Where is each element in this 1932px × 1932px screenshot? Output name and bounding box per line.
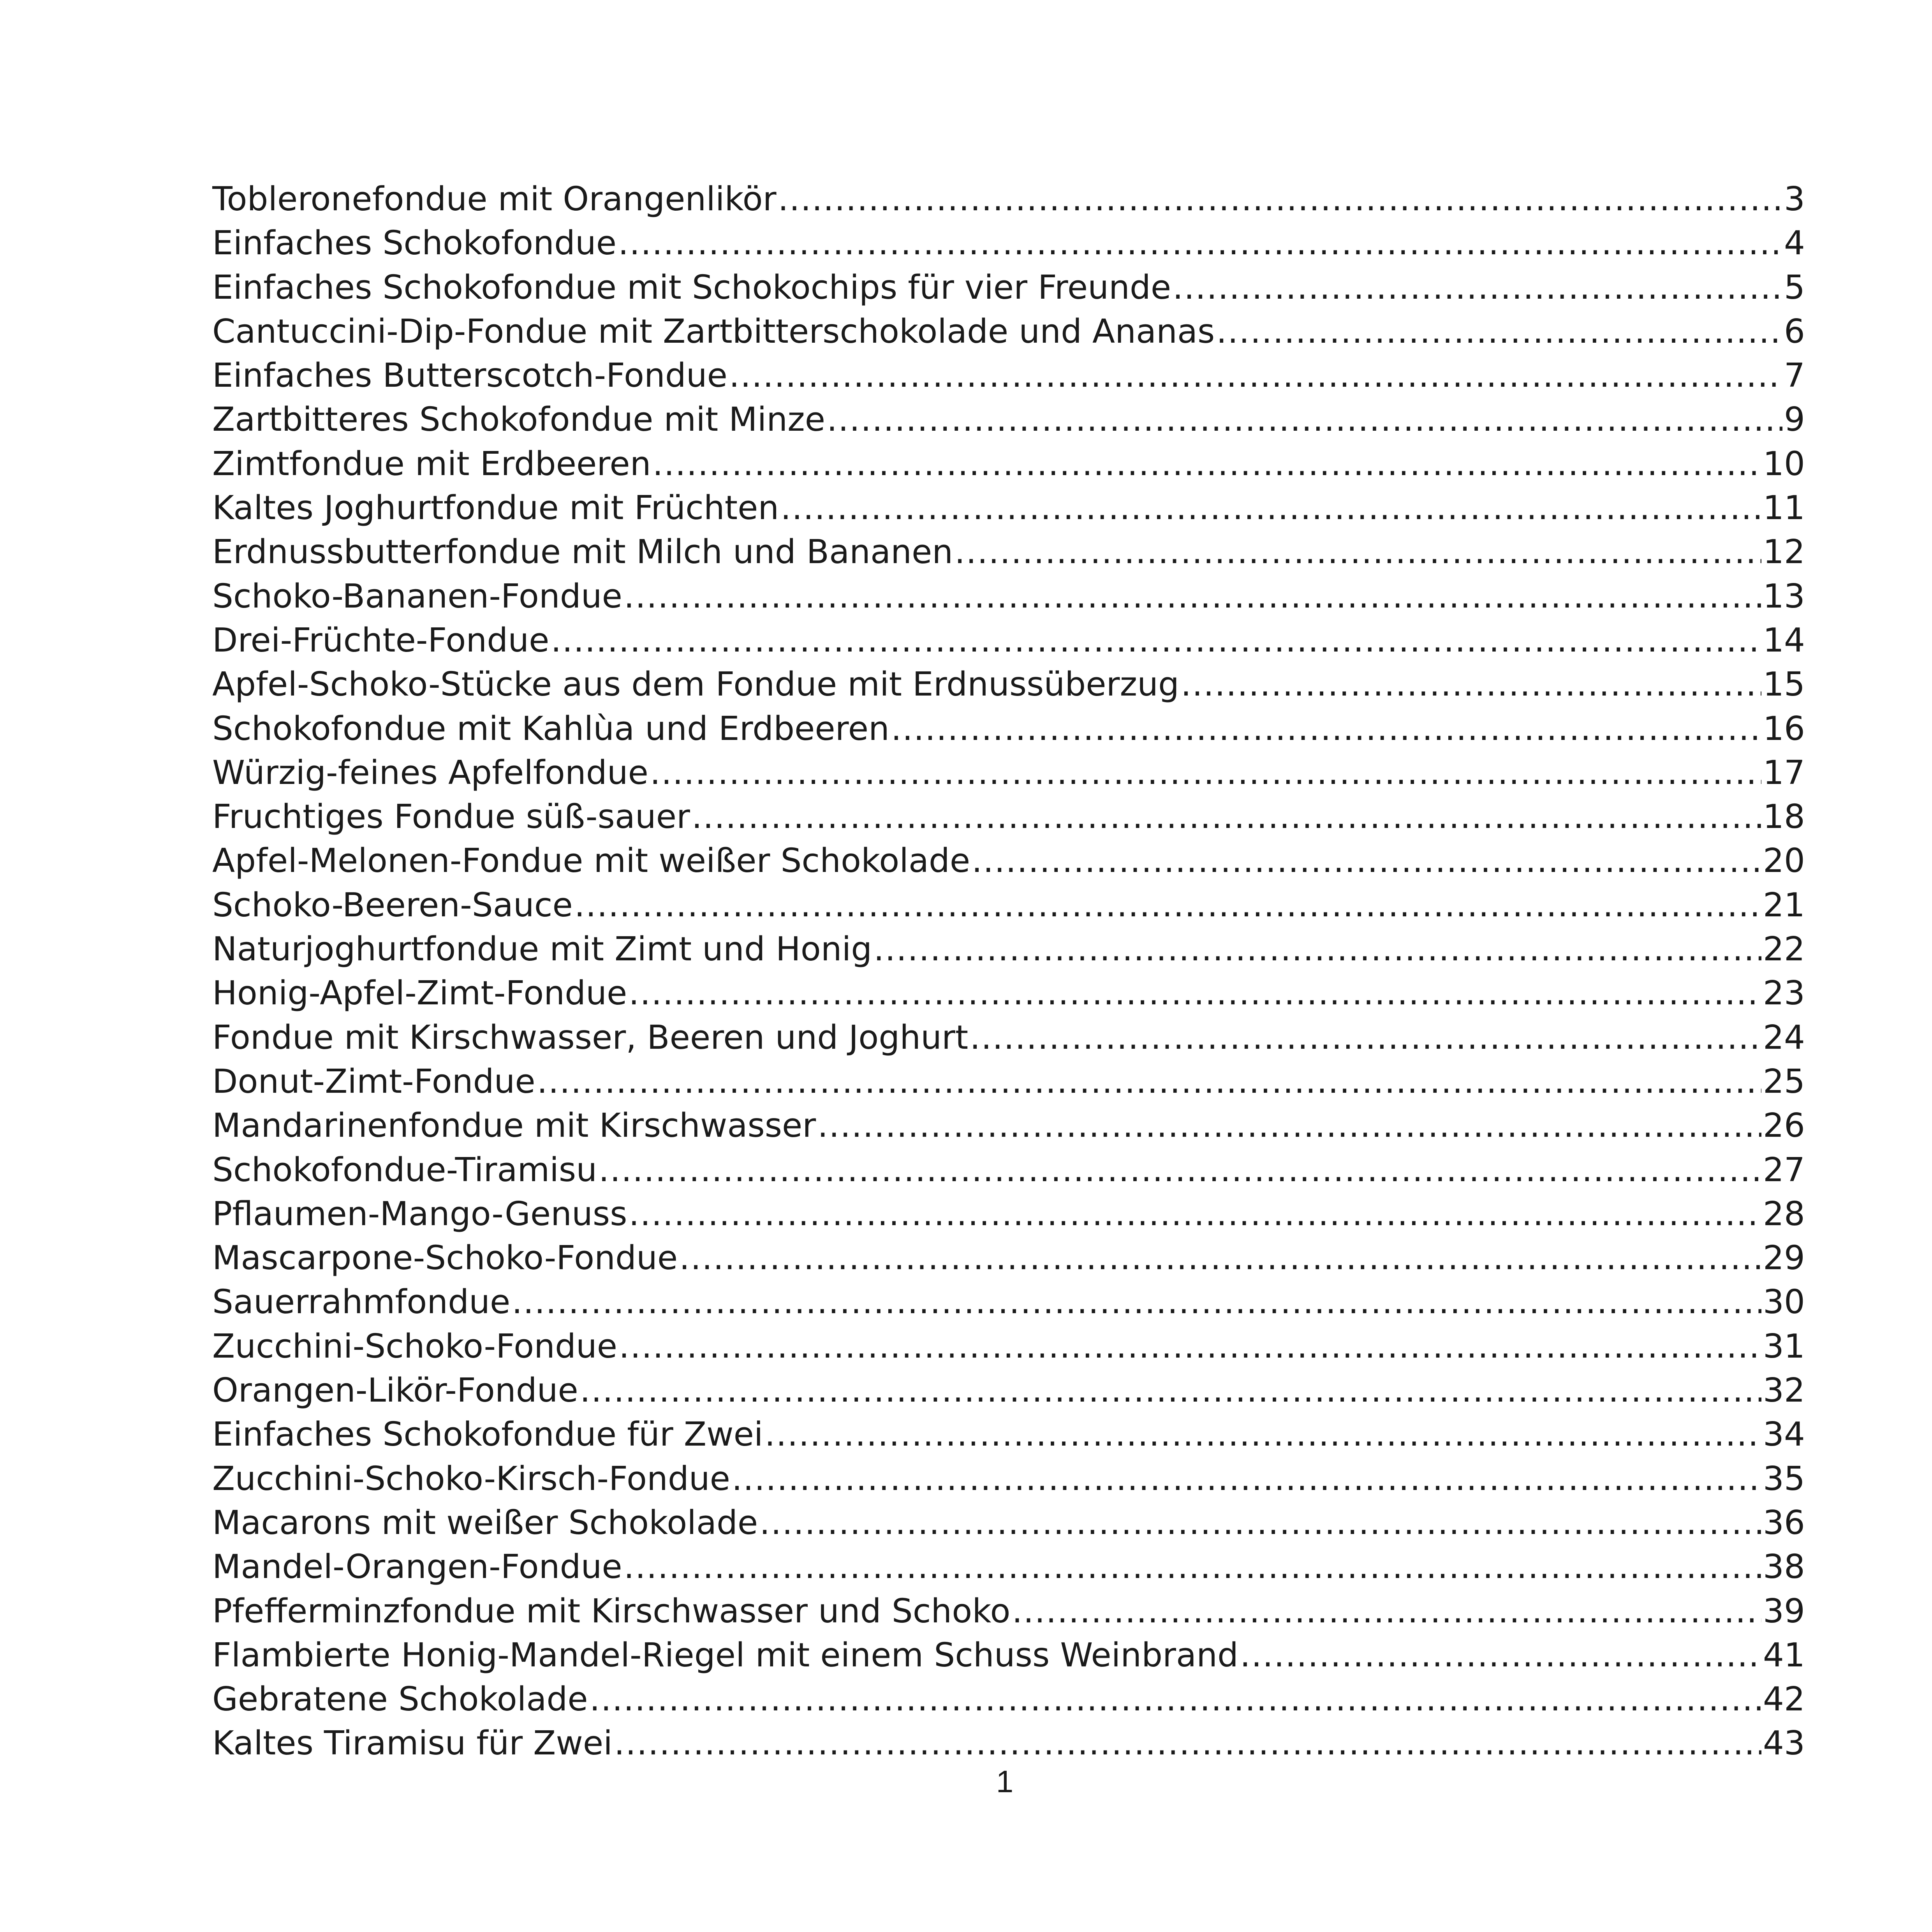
- toc-dot-leader: [891, 707, 1761, 751]
- toc-entry-title[interactable]: Schoko-Bananen-Fondue: [212, 577, 622, 616]
- toc-entry-title[interactable]: Sauerrahmfondue: [212, 1283, 511, 1322]
- toc-entry-title[interactable]: Flambierte Honig-Mandel-Riegel mit einem Schuss Weinbrand: [212, 1636, 1238, 1675]
- toc-entry[interactable]: [212, 707, 1805, 751]
- toc-dot-leader: [679, 1236, 1761, 1280]
- toc-dot-leader: [780, 486, 1761, 530]
- toc-entry-title[interactable]: Zartbitteres Schokofondue mit Minze: [212, 400, 825, 439]
- toc-entry[interactable]: [212, 751, 1805, 795]
- toc-entry[interactable]: [212, 530, 1805, 574]
- toc-dot-leader: [624, 574, 1761, 618]
- toc-entry[interactable]: [212, 662, 1805, 706]
- toc-entry-page-number[interactable]: 16: [1763, 709, 1805, 748]
- toc-entry-title[interactable]: Zucchini-Schoko-Fondue: [212, 1327, 618, 1366]
- toc-entry-title[interactable]: Mandel-Orangen-Fondue: [212, 1548, 622, 1587]
- toc-entry-title[interactable]: Zimtfondue mit Erdbeeren: [212, 444, 651, 483]
- toc-dot-leader: [827, 398, 1782, 442]
- toc-dot-leader: [551, 618, 1761, 662]
- toc-entry-page-number[interactable]: 3: [1784, 180, 1805, 218]
- toc-entry-title[interactable]: Macarons mit weißer Schokolade: [212, 1503, 758, 1542]
- toc-entry-page-number[interactable]: 26: [1763, 1106, 1805, 1145]
- toc-dot-leader: [970, 1016, 1761, 1060]
- toc-entry-title[interactable]: Würzig-feines Apfelfondue: [212, 753, 648, 792]
- toc-entry-page-number[interactable]: 28: [1763, 1194, 1805, 1233]
- toc-entry-title[interactable]: Einfaches Schokofondue: [212, 224, 617, 263]
- toc-entry[interactable]: [212, 221, 1805, 265]
- toc-dot-leader: [629, 1192, 1761, 1236]
- toc-entry-title[interactable]: Cantuccini-Dip-Fondue mit Zartbitterschokolade und Ananas: [212, 312, 1215, 351]
- toc-entry[interactable]: [212, 177, 1805, 221]
- toc-entry-title[interactable]: Zucchini-Schoko-Kirsch-Fondue: [212, 1459, 730, 1498]
- toc-entry[interactable]: [212, 1104, 1805, 1148]
- toc-dot-leader: [650, 751, 1761, 795]
- toc-dot-leader: [955, 530, 1761, 574]
- toc-entry-title[interactable]: Mandarinenfondue mit Kirschwasser: [212, 1106, 816, 1145]
- toc-entry[interactable]: [212, 971, 1805, 1015]
- toc-entry-page-number[interactable]: 24: [1763, 1018, 1805, 1057]
- toc-entry-page-number[interactable]: 4: [1784, 224, 1805, 263]
- toc-entry-page-number[interactable]: 29: [1763, 1239, 1805, 1278]
- toc-entry-page-number[interactable]: 36: [1763, 1503, 1805, 1542]
- toc-entry[interactable]: [212, 1368, 1805, 1412]
- toc-dot-leader: [629, 971, 1761, 1015]
- toc-entry-page-number[interactable]: 21: [1763, 886, 1805, 925]
- toc-entry-page-number[interactable]: 23: [1763, 974, 1805, 1013]
- toc-entry[interactable]: [212, 266, 1805, 310]
- toc-entry[interactable]: [212, 310, 1805, 354]
- toc-entry-title[interactable]: Apfel-Melonen-Fondue mit weißer Schokolade: [212, 842, 970, 881]
- toc-entry-title[interactable]: Donut-Zimt-Fondue: [212, 1062, 535, 1101]
- toc-dot-leader: [874, 927, 1761, 971]
- toc-dot-leader: [1181, 662, 1761, 706]
- toc-entry-page-number[interactable]: 9: [1784, 400, 1805, 439]
- toc-entry-title[interactable]: Einfaches Butterscotch-Fondue: [212, 356, 727, 395]
- toc-entry[interactable]: [212, 1324, 1805, 1368]
- toc-entry-page-number[interactable]: 14: [1763, 621, 1805, 660]
- toc-entry[interactable]: [212, 1280, 1805, 1324]
- toc-entry-title[interactable]: Fruchtiges Fondue süß-sauer: [212, 798, 690, 837]
- toc-entry[interactable]: [212, 1545, 1805, 1589]
- toc-entry-page-number[interactable]: 30: [1763, 1283, 1805, 1322]
- toc-entry[interactable]: [212, 1016, 1805, 1060]
- page-number: 1: [996, 1764, 1014, 1799]
- toc-dot-leader: [778, 177, 1782, 221]
- toc-dot-leader: [972, 839, 1761, 883]
- toc-dot-leader: [619, 1324, 1761, 1368]
- toc-entry[interactable]: [212, 1677, 1805, 1721]
- toc-entry-page-number[interactable]: 34: [1763, 1415, 1805, 1454]
- toc-dot-leader: [590, 1677, 1761, 1721]
- toc-entry-title[interactable]: Einfaches Schokofondue für Zwei: [212, 1415, 763, 1454]
- toc-entry[interactable]: [212, 795, 1805, 839]
- toc-entry-page-number[interactable]: 17: [1763, 753, 1805, 792]
- toc-dot-leader: [618, 221, 1782, 265]
- toc-entry[interactable]: [212, 618, 1805, 662]
- toc-entry[interactable]: [212, 574, 1805, 618]
- toc-dot-leader: [1173, 266, 1782, 310]
- toc-dot-leader: [732, 1457, 1761, 1501]
- toc-entry[interactable]: [212, 1148, 1805, 1192]
- toc-entry[interactable]: [212, 442, 1805, 486]
- toc-entry[interactable]: [212, 1412, 1805, 1456]
- toc-dot-leader: [574, 883, 1761, 927]
- toc-dot-leader: [599, 1148, 1761, 1192]
- toc-entry-title[interactable]: Orangen-Likör-Fondue: [212, 1371, 578, 1410]
- toc-entry-title[interactable]: Pflaumen-Mango-Genuss: [212, 1194, 627, 1233]
- toc-dot-leader: [817, 1104, 1761, 1148]
- toc-entry-title[interactable]: Honig-Apfel-Zimt-Fondue: [212, 974, 627, 1013]
- toc-entry-page-number[interactable]: 38: [1763, 1548, 1805, 1587]
- toc-entry[interactable]: [212, 398, 1805, 442]
- toc-dot-leader: [614, 1721, 1761, 1765]
- toc-dot-leader: [729, 354, 1782, 398]
- toc-entry-page-number[interactable]: 18: [1763, 798, 1805, 837]
- toc-entry-page-number[interactable]: 32: [1763, 1371, 1805, 1410]
- toc-entry-title[interactable]: Mascarpone-Schoko-Fondue: [212, 1239, 678, 1278]
- toc-entry-title[interactable]: Fondue mit Kirschwasser, Beeren und Joghurt: [212, 1018, 969, 1057]
- toc-entry-page-number[interactable]: 13: [1763, 577, 1805, 616]
- toc-dot-leader: [759, 1501, 1761, 1545]
- toc-entry-page-number[interactable]: 35: [1763, 1459, 1805, 1498]
- toc-entry-page-number[interactable]: 42: [1763, 1680, 1805, 1719]
- toc-entry-title[interactable]: Erdnussbutterfondue mit Milch und Bananen: [212, 533, 953, 572]
- toc-dot-leader: [1240, 1633, 1761, 1677]
- toc-entry-title[interactable]: Gebratene Schokolade: [212, 1680, 588, 1719]
- toc-entry-page-number[interactable]: 43: [1763, 1724, 1805, 1763]
- toc-entry-title[interactable]: Schokofondue mit Kahlùa und Erdbeeren: [212, 709, 889, 748]
- toc-entry-page-number[interactable]: 6: [1784, 312, 1805, 351]
- toc-entry-title[interactable]: Kaltes Tiramisu für Zwei: [212, 1724, 613, 1763]
- toc-entry-title[interactable]: Apfel-Schoko-Stücke aus dem Fondue mit Erdnussüberzug: [212, 665, 1179, 704]
- toc-entry-page-number[interactable]: 7: [1784, 356, 1805, 395]
- toc-dot-leader: [653, 442, 1761, 486]
- toc-entry[interactable]: [212, 1721, 1805, 1765]
- toc-entry-page-number[interactable]: 41: [1763, 1636, 1805, 1675]
- toc-dot-leader: [537, 1060, 1761, 1104]
- toc-entry[interactable]: [212, 486, 1805, 530]
- toc-entry-title[interactable]: Drei-Früchte-Fondue: [212, 621, 549, 660]
- toc-entry[interactable]: [212, 1457, 1805, 1501]
- toc-entry[interactable]: [212, 1501, 1805, 1545]
- toc-entry[interactable]: [212, 1192, 1805, 1236]
- toc-entry[interactable]: [212, 927, 1805, 971]
- toc-entry-page-number[interactable]: 39: [1763, 1592, 1805, 1631]
- toc-entry[interactable]: [212, 1060, 1805, 1104]
- toc-entry[interactable]: [212, 354, 1805, 398]
- toc-entry-title[interactable]: Schokofondue-Tiramisu: [212, 1150, 597, 1189]
- toc-entry[interactable]: [212, 1589, 1805, 1633]
- toc-dot-leader: [512, 1280, 1761, 1324]
- toc-entry-page-number[interactable]: 22: [1763, 930, 1805, 969]
- toc-entry-title[interactable]: Tobleronefondue mit Orangenlikör: [212, 180, 777, 218]
- toc-entry-page-number[interactable]: 5: [1784, 268, 1805, 307]
- table-of-contents: [212, 177, 1805, 1766]
- toc-entry-title[interactable]: Naturjoghurtfondue mit Zimt und Honig: [212, 930, 872, 969]
- toc-entry[interactable]: [212, 1236, 1805, 1280]
- toc-dot-leader: [624, 1545, 1761, 1589]
- toc-entry-page-number[interactable]: 20: [1763, 842, 1805, 881]
- toc-entry-page-number[interactable]: 15: [1763, 665, 1805, 704]
- toc-dot-leader: [580, 1368, 1761, 1412]
- toc-dot-leader: [1216, 310, 1782, 354]
- toc-entry-page-number[interactable]: 27: [1763, 1150, 1805, 1189]
- toc-entry[interactable]: [212, 839, 1805, 883]
- toc-entry-title[interactable]: Kaltes Joghurtfondue mit Früchten: [212, 489, 779, 528]
- toc-dot-leader: [765, 1412, 1761, 1456]
- toc-entry-page-number[interactable]: 31: [1763, 1327, 1805, 1366]
- toc-entry-page-number[interactable]: 11: [1763, 489, 1805, 528]
- toc-entry[interactable]: [212, 1633, 1805, 1677]
- toc-entry-page-number[interactable]: 25: [1763, 1062, 1805, 1101]
- toc-entry-page-number[interactable]: 10: [1763, 444, 1805, 483]
- toc-entry-title[interactable]: Pfefferminzfondue mit Kirschwasser und Schoko: [212, 1592, 1011, 1631]
- toc-entry[interactable]: [212, 883, 1805, 927]
- toc-entry-title[interactable]: Schoko-Beeren-Sauce: [212, 886, 573, 925]
- toc-dot-leader: [1012, 1589, 1761, 1633]
- toc-entry-title[interactable]: Einfaches Schokofondue mit Schokochips für vier Freunde: [212, 268, 1171, 307]
- toc-dot-leader: [692, 795, 1761, 839]
- toc-entry-page-number[interactable]: 12: [1763, 533, 1805, 572]
